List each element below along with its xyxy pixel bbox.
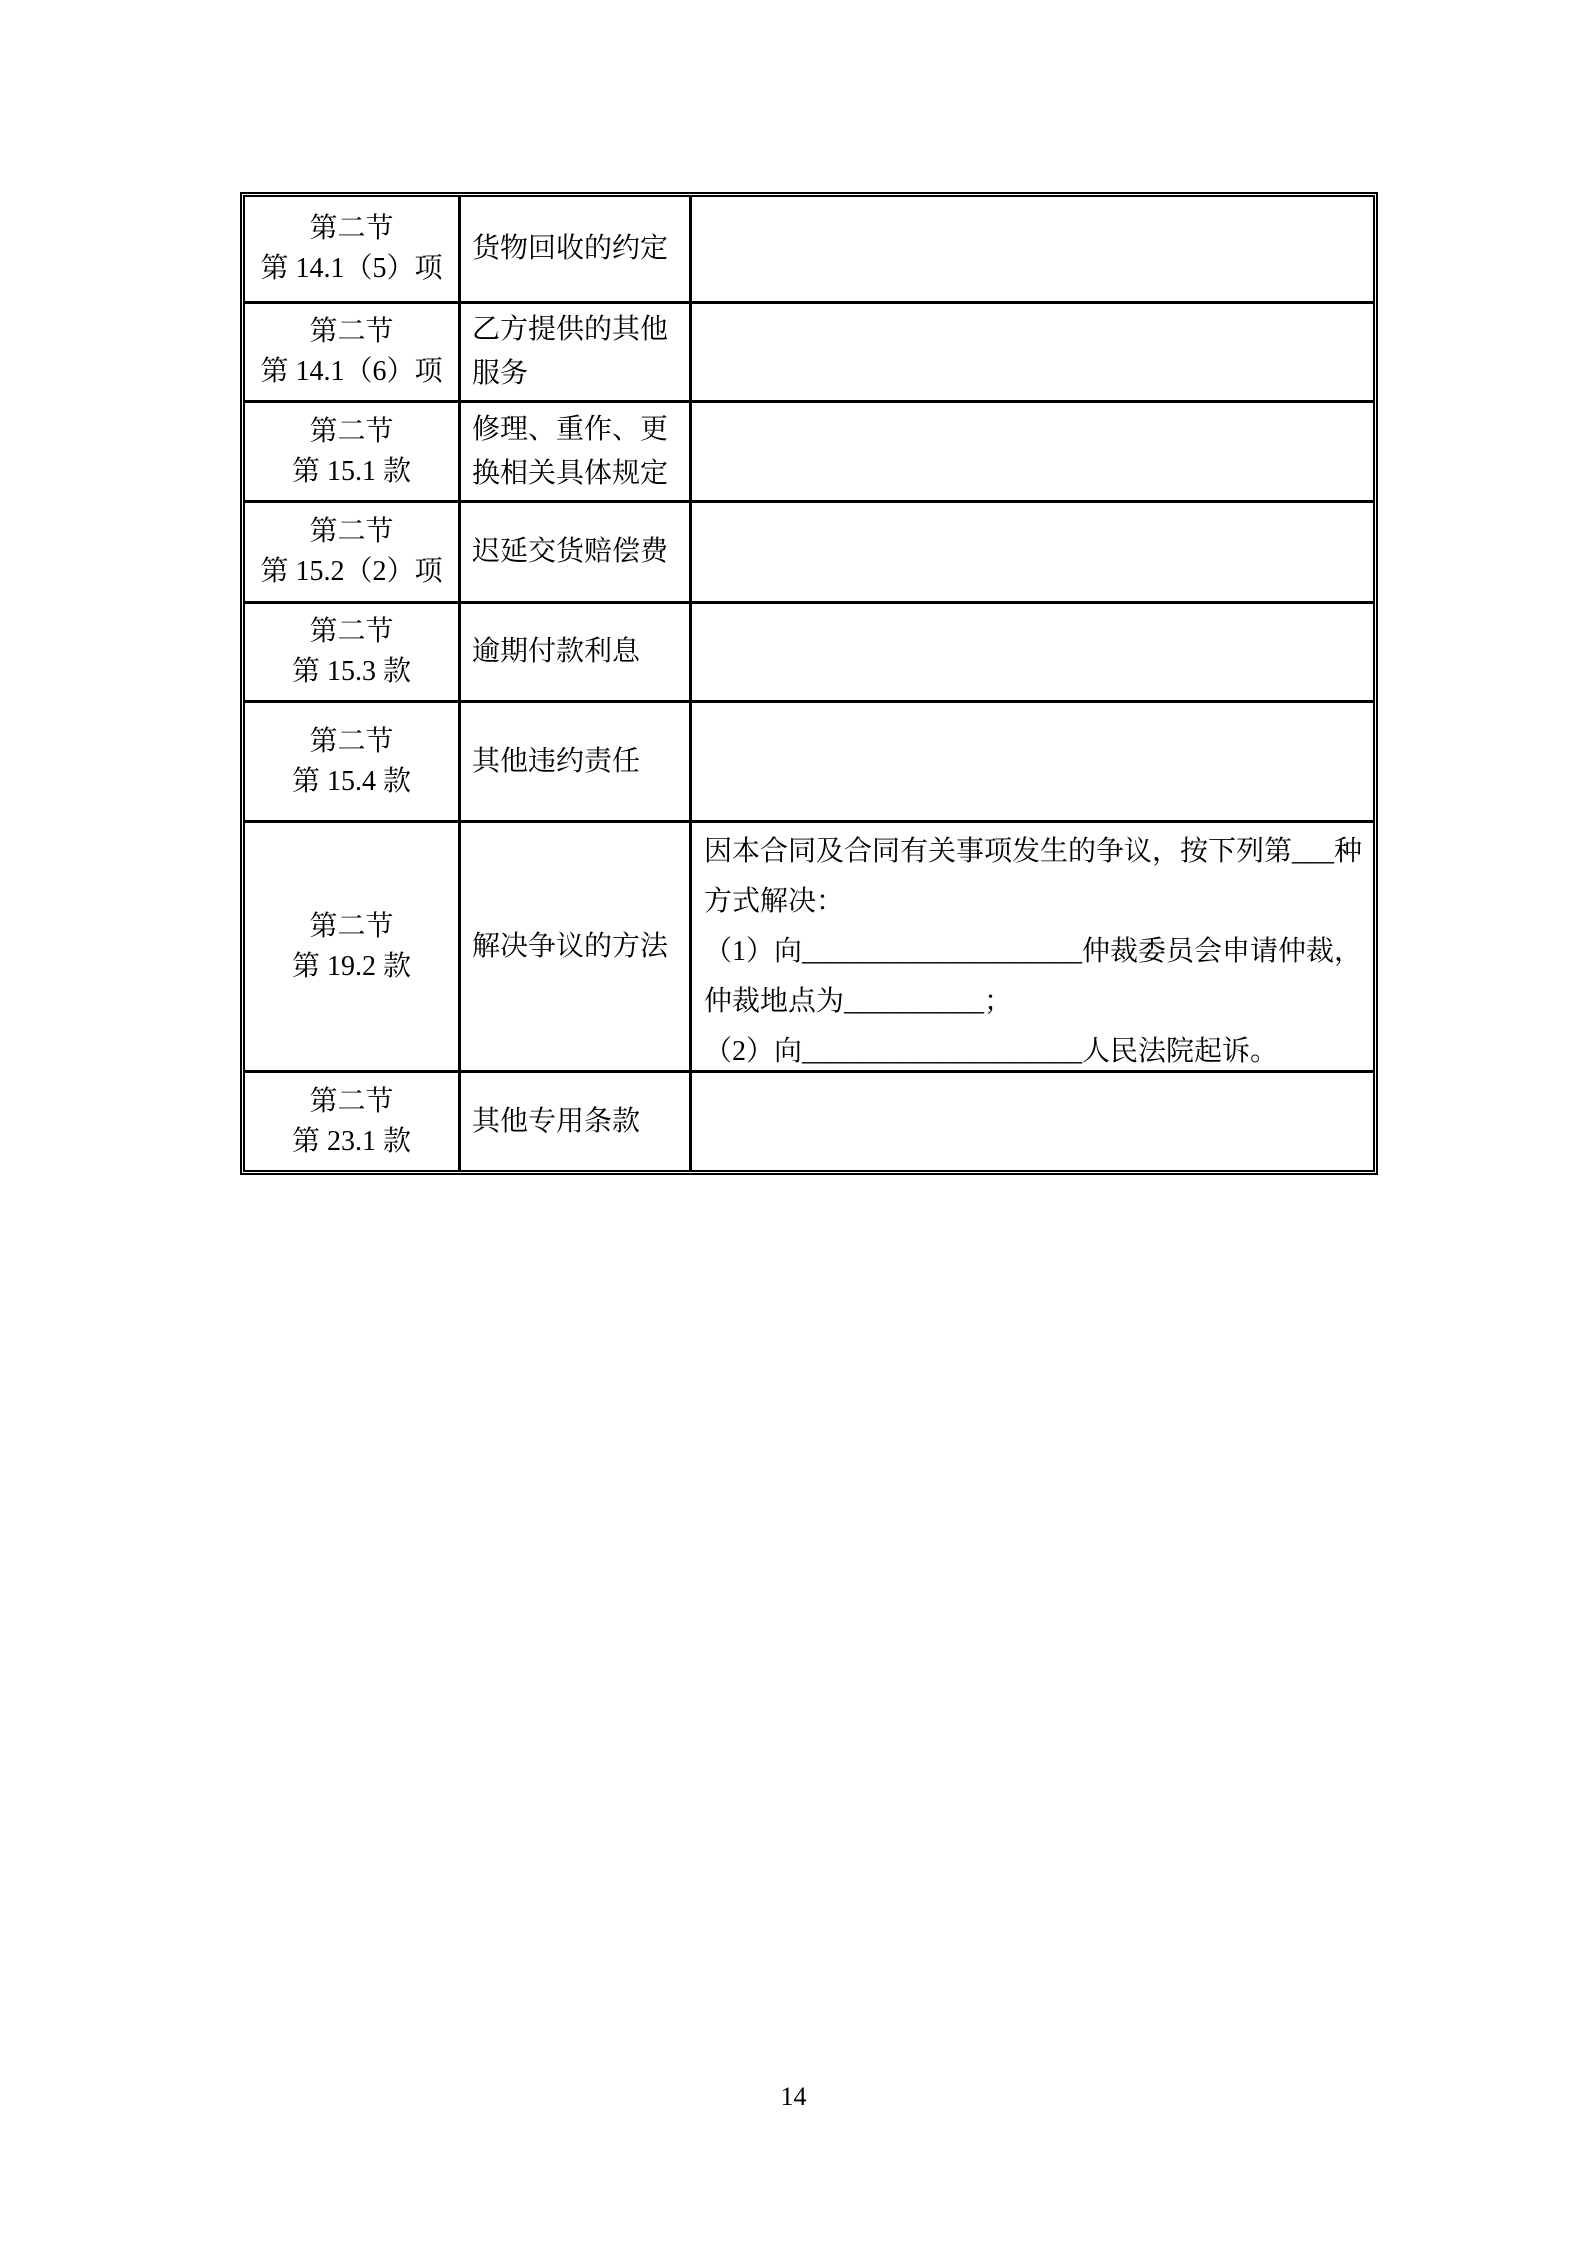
section-label: 第二节 (309, 415, 394, 447)
dispute-line-arbitration-blank: （1）向____________________仲裁委员会申请仲裁， (704, 936, 1363, 967)
clause-ref-cell (245, 400, 458, 500)
clause-ref-cell (245, 700, 458, 820)
section-label: 第二节 (309, 316, 394, 347)
clause-label: 第 15.3 款 (291, 656, 411, 687)
item-label: 解决争议的方法 (472, 930, 669, 962)
item-label: 货物回收的约定 (472, 233, 669, 264)
clause-ref-cell (245, 820, 458, 1070)
clause-ref-cell (245, 601, 458, 700)
content-cell (689, 700, 1373, 820)
item-name-cell (458, 601, 689, 700)
dispute-resolution-content-cell (689, 820, 1373, 1070)
section-label: 第二节 (309, 616, 394, 647)
item-label: 逾期付款利息 (472, 636, 641, 667)
item-name-cell (458, 500, 689, 601)
dispute-line: 因本合同及合同有关事项发生的争议，按下列第___种 (704, 836, 1363, 867)
section-label: 第二节 (309, 725, 394, 757)
item-name-cell (458, 400, 689, 500)
clause-ref-cell (245, 1070, 458, 1170)
section-label: 第二节 (309, 910, 394, 942)
item-name-cell (458, 820, 689, 1070)
content-cell (689, 197, 1373, 301)
section-label: 第二节 (309, 516, 394, 547)
contract-special-terms-table (240, 192, 1378, 1175)
item-label: 修理、重作、更换相关具体规定 (472, 413, 669, 489)
item-label: 迟延交货赔偿费 (472, 536, 669, 567)
item-name-cell (458, 700, 689, 820)
clause-label: 第 15.2（2）项 (260, 556, 443, 587)
content-cell (689, 1070, 1373, 1170)
item-name-cell (458, 301, 689, 400)
dispute-line-arbitration-place-blank: 仲裁地点为__________； (704, 986, 1013, 1017)
dispute-line-court-blank: （2）向____________________人民法院起诉。 (704, 1036, 1279, 1067)
clause-label: 第 15.1 款 (291, 455, 411, 487)
clause-ref-cell (245, 500, 458, 601)
section-label: 第二节 (309, 1085, 394, 1117)
section-label: 第二节 (309, 213, 394, 244)
clause-label: 第 15.4 款 (291, 765, 411, 797)
page-number: 14 (780, 2082, 807, 2111)
content-cell (689, 400, 1373, 500)
clause-label: 第 19.2 款 (291, 950, 411, 982)
item-name-cell (458, 197, 689, 301)
item-label: 其他违约责任 (472, 745, 641, 777)
clause-ref-cell (245, 301, 458, 400)
item-label: 乙方提供的其他服务 (472, 314, 669, 389)
clause-ref-cell (245, 197, 458, 301)
content-cell (689, 500, 1373, 601)
clause-label: 第 14.1（6）项 (260, 356, 443, 387)
item-name-cell (458, 1070, 689, 1170)
dispute-line: 方式解决： (704, 886, 845, 917)
content-cell (689, 301, 1373, 400)
item-label: 其他专用条款 (472, 1105, 641, 1137)
clause-label: 第 14.1（5）项 (260, 253, 443, 284)
clause-label: 第 23.1 款 (291, 1125, 411, 1157)
content-cell (689, 601, 1373, 700)
